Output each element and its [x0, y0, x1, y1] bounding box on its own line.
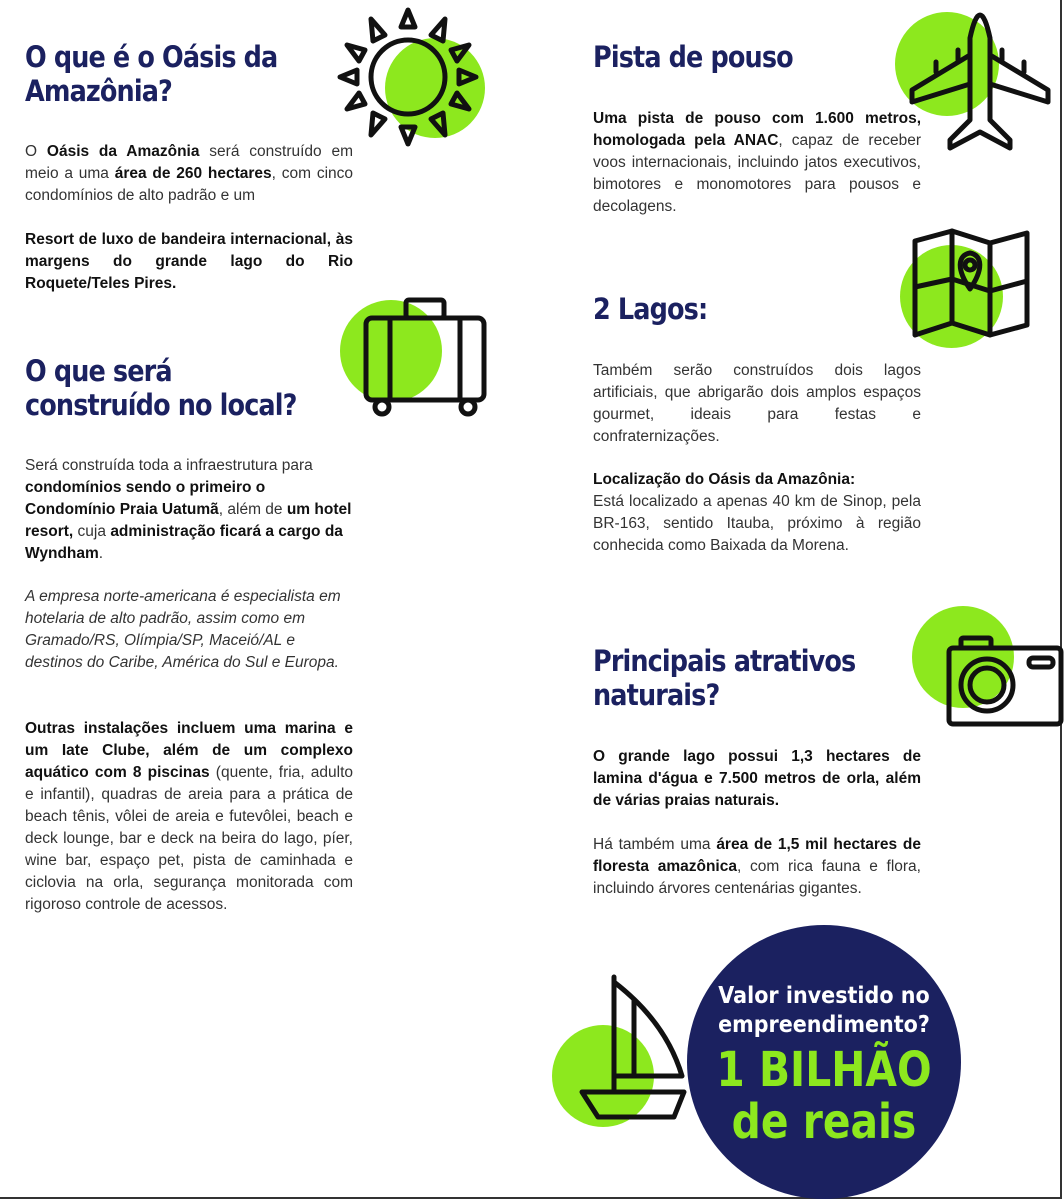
- location-text: Localização do Oásis da Amazônia: Está localizado a apenas 40 km de Sinop, pela BR-163, sentido Itauba, próximo à região conhecida como Baixada da Morena.: [593, 471, 921, 554]
- investment-question: Valor investido no empreendimento?: [718, 983, 930, 1038]
- section-title-runway: Pista de pouso: [593, 40, 793, 74]
- map-icon: [910, 225, 1035, 343]
- section-title-oasis: O que é o Oásis da Amazônia?: [25, 40, 278, 108]
- runway-description: Uma pista de pouso com 1.600 metros, homologada pela ANAC, capaz de receber voos internacionais, incluindo jatos executivos, bimotores e monomotores para pousos e decolagens.: [593, 110, 921, 215]
- section-title-construction: O que será construído no local?: [25, 354, 297, 422]
- oasis-description: O Oásis da Amazônia será construído em meio a uma área de 260 hectares, com cinco condomínios de alto padrão e um: [25, 143, 354, 204]
- sun-icon: [335, 5, 485, 145]
- attractions-lake-text: O grande lago possui 1,3 hectares de lamina d'água e 7.500 metros de orla, além de várias praias naturais.: [593, 748, 921, 809]
- wyndham-description: A empresa norte-americana é especialista em hotelaria de alto padrão, assim como em Gramado/RS, Olímpia/SP, Maceió/AL e destinos do Caribe, América do Sul e Europa.: [25, 588, 341, 671]
- lakes-description: Também serão construídos dois lagos artificiais, que abrigarão dois amplos espaços gourmet, ideais para festas e confraternizações.: [593, 362, 921, 445]
- location-heading: Localização do Oásis da Amazônia:: [593, 471, 856, 488]
- airplane-icon: [908, 0, 1050, 152]
- investment-value: 1 BILHÃO de reais: [716, 1042, 932, 1150]
- suitcase-icon: [360, 295, 490, 420]
- attractions-forest-text: Há também uma área de 1,5 mil hectares de floresta amazônica, com rica fauna e flora, incluindo árvores centenárias gigantes.: [593, 836, 921, 897]
- construction-infrastructure-text: Será construída toda a infraestrutura para condomínios sendo o primeiro o Condomínio Praia Uatumã, além de um hotel resort, cuja administração ficará a cargo da Wyndham.: [25, 457, 352, 562]
- facilities-list-text: Outras instalações incluem uma marina e um Iate Clube, além de um complexo aquático com 8 piscinas (quente, fria, adulto e infantil), quadras de areia para a prática de beach tênis, vôlei de areia e futevôlei, beach e deck lounge, bar e deck na beira do lago, píer, wine bar, espaço pet, pista de caminhada e ciclovia na orla, segurança monitorada com rigoroso controle de acessos.: [25, 720, 353, 913]
- section-title-lakes: 2 Lagos:: [593, 292, 708, 326]
- camera-icon: [945, 632, 1064, 732]
- oasis-resort-text: Resort de luxo de bandeira internacional, às margens do grande lago do Rio Roquete/Teles Pires.: [25, 231, 353, 292]
- sailboat-icon: [578, 972, 690, 1122]
- section-title-attractions: Principais atrativos naturais?: [593, 644, 856, 712]
